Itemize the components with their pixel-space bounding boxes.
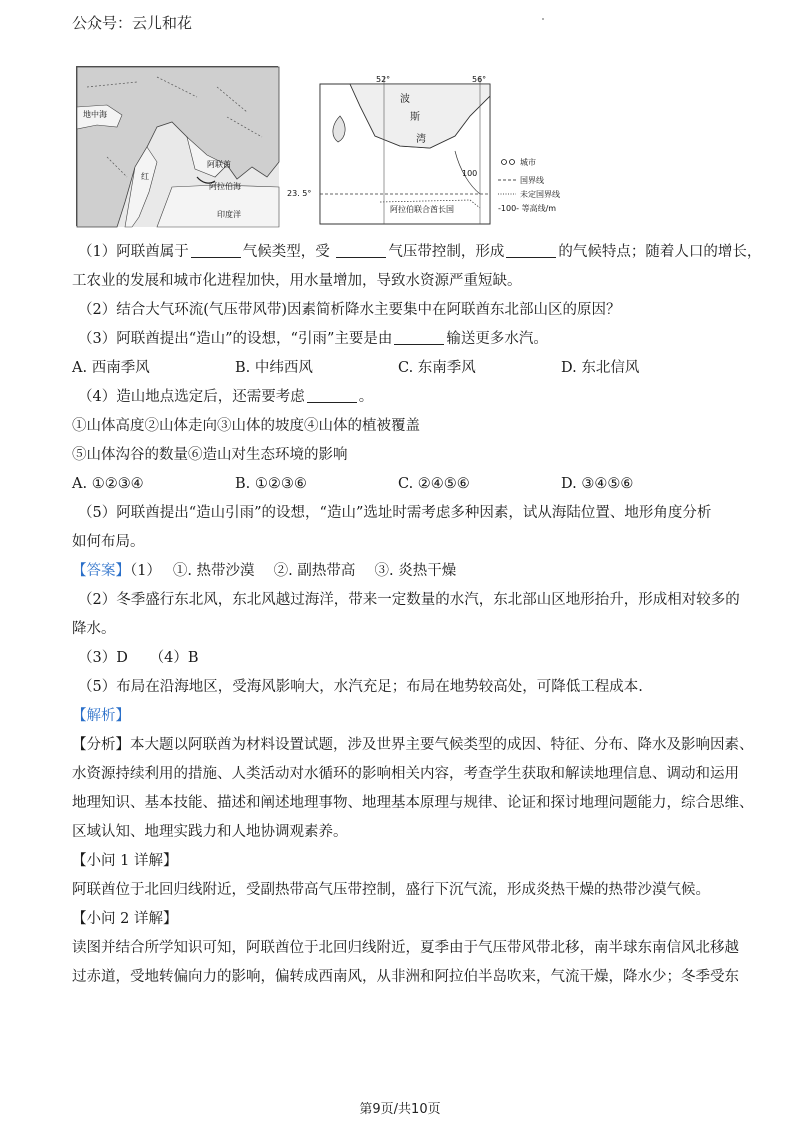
map2-legend-0: 城市	[520, 158, 536, 167]
map2-lon-1: 56°	[472, 75, 487, 84]
legend-city-icon	[502, 160, 507, 165]
answer-blank	[506, 242, 556, 258]
question-content	[72, 238, 762, 992]
map2-legend-2: 未定国界线	[520, 190, 560, 199]
q5-line-2: 如何布局。	[72, 534, 145, 550]
sub2-tag: 【小问 2 详解】	[72, 911, 178, 927]
map1-label-1: 红	[141, 172, 149, 181]
q1-text: （1）阿联酋属于 气候类型，受 气压带控制，形成 的气候特点；随着人口的增长，	[78, 244, 762, 260]
q3-option-c: C. 东南季风	[398, 360, 476, 376]
analysis-tag: 【解析】	[72, 708, 130, 724]
q4-option-c: C. ②④⑤⑥	[398, 476, 470, 492]
q3-line: （3）阿联酋提出“造山”的设想，“引雨”主要是由 输送更多水汽。	[78, 331, 548, 347]
map1-label-0: 地中海	[83, 110, 107, 119]
answer-blank	[307, 387, 357, 403]
map-figure	[76, 66, 596, 228]
analysis-fenxi-line-1	[72, 731, 754, 760]
q4-option-a: A. ①②③④	[72, 476, 144, 492]
header-account: 公众号：云儿和花	[72, 14, 193, 32]
sub1-text: 阿联酋位于北回归线附近，受副热带高气压带控制，盛行下沉气流，形成炎热干燥的热带沙漠气候。	[72, 882, 710, 898]
decorative-dot	[542, 18, 544, 20]
q3-option-b: B. 中纬西风	[235, 360, 313, 376]
analysis-fenxi-line-2: 水资源持续利用的措施、人类活动对水循环的影响相关内容，考查学生获取和解读地理信息、调动和运用	[72, 766, 739, 782]
answer-blank	[336, 242, 386, 258]
map-uae-svg	[287, 75, 590, 226]
answer-1: （1） ①. 热带沙漠 ②. 副热带高 ③. 炎热干燥	[130, 563, 457, 579]
map2-lon-0: 52°	[376, 75, 391, 84]
q4-item-2: ⑤山体沟谷的数量⑥造山对生态环境的影响	[72, 447, 348, 463]
map-middle-east	[76, 66, 278, 226]
sub1-tag: 【小问 1 详解】	[72, 853, 178, 869]
sub2-text-1: 读图并结合所学知识可知，阿联酋位于北回归线附近，夏季由于气压带风带北移，南半球东南信风北移越	[72, 940, 739, 956]
map2-inner-3: 100	[462, 169, 478, 178]
q4-options	[72, 470, 732, 499]
q4-option-b: B. ①②③⑥	[235, 476, 307, 492]
answer-2-line-1: （2）冬季盛行东北风，东北风越过海洋，带来一定数量的水汽，东北部山区地形抬升，形成相对较多的	[78, 592, 740, 608]
map2-legend-3: -100- 等高线/m	[498, 204, 557, 213]
answer-line-1	[72, 557, 732, 586]
q3-options	[72, 354, 732, 383]
sub2-text-2: 过赤道，受地转偏向力的影响，偏转成西南风，从非洲和阿拉伯半岛吹来，气流干燥，降水少；冬季受东	[72, 969, 739, 985]
q3-option-d: D. 东北信风	[561, 360, 640, 376]
q4-item-1: ①山体高度②山体走向③山体的坡度④山体的植被覆盖	[72, 418, 420, 434]
map2-inner-4: 阿拉伯联合酋长国	[390, 205, 454, 214]
analysis-fenxi-line-3: 地理知识、基本技能、描述和阐述地理事物、地理基本原理与规律、论证和探讨地理问题能力，综合思维、	[72, 795, 754, 811]
map2-inner-0: 波	[400, 94, 410, 105]
fenxi-text-1: 本大题以阿联酋为材料设置试题，涉及世界主要气候类型的成因、特征、分布、降水及影响因素、	[130, 737, 754, 753]
answer-blank	[191, 242, 241, 258]
answer-2-line-2: 降水。	[72, 621, 116, 637]
q2-line: （2）结合大气环流(气压带风带)因素简析降水主要集中在阿联酋东北部山区的原因？	[78, 302, 621, 318]
q5-line-1: （5）阿联酋提出“造山引雨”的设想，“造山”选址时需考虑多种因素，试从海陆位置、地形角度分析	[78, 505, 712, 521]
map2-inner-1: 斯	[410, 112, 420, 123]
answer-tag: 【答案】	[72, 563, 130, 579]
fenxi-tag: 【分析】	[72, 737, 130, 753]
q3-option-a: A. 西南季风	[72, 360, 150, 376]
map1-label-2: 阿联酋	[207, 160, 231, 169]
map2-lat: 23. 5°	[287, 189, 312, 198]
map2-inner-2: 湾	[416, 134, 426, 145]
analysis-fenxi-line-4: 区域认知、地理实践力和人地协调观素养。	[72, 824, 348, 840]
page-footer: 第9页/共10页	[359, 1102, 441, 1117]
q4-stem: （4）造山地点选定后，还需要考虑 。	[78, 389, 374, 405]
q4-option-d: D. ③④⑤⑥	[561, 476, 634, 492]
q1-line-2: 工农业的发展和城市化进程加快，用水量增加，导致水资源严重短缺。	[72, 273, 522, 289]
map2-legend-1: 国界线	[520, 176, 544, 185]
answer-blank	[394, 329, 444, 345]
map-uae	[287, 75, 590, 226]
answer-3-4: （3）D （4）B	[78, 650, 199, 666]
map1-label-3: 阿拉伯海	[209, 182, 241, 191]
map-middle-east-svg	[77, 67, 279, 227]
answer-5: （5）布局在沿海地区，受海风影响大，水汽充足；布局在地势较高处，可降低工程成本.	[78, 679, 643, 695]
map1-label-4: 印度洋	[217, 210, 241, 219]
q1-line-1	[72, 238, 762, 267]
